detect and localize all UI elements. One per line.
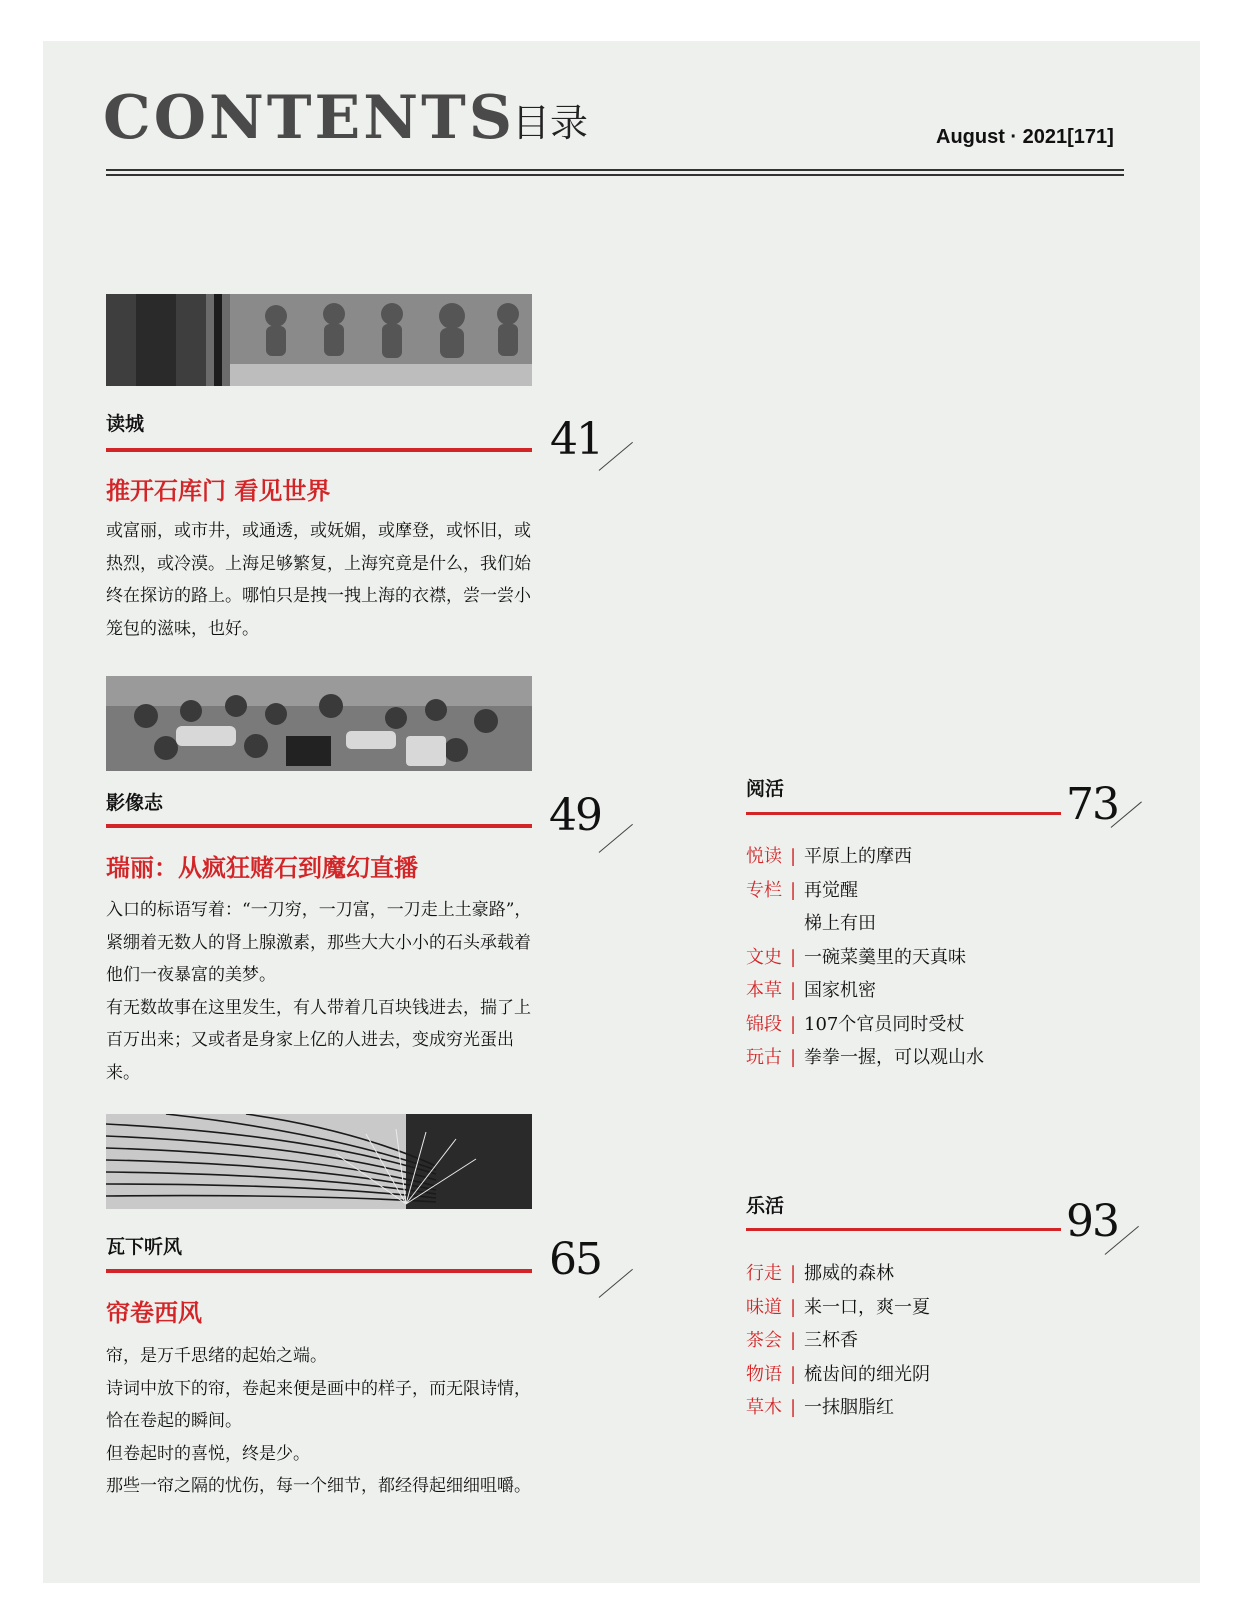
section-rule [106,448,532,452]
toc-item[interactable] [746,1257,1076,1291]
contents-heading: CONTENTS [103,83,516,153]
toc-title: 来一口，爽一夏 [804,1296,930,1318]
section-rule [746,1228,1061,1231]
header-rule-bottom [106,174,1124,176]
toc-category: 草木 [746,1397,782,1418]
toc-item[interactable] [746,1358,1076,1392]
feature-paragraph: 诗词中放下的帘，卷起来便是画中的样子，而无限诗情，恰在卷起的瞬间。 [106,1378,531,1431]
feature-title: 瑞丽：从疯狂赌石到魔幻直播 [106,854,418,882]
toc-item[interactable] [746,1391,1076,1425]
toc-title: 107个官员同时受杖 [804,1013,965,1035]
toc-item[interactable] [746,1324,1076,1358]
feature-paragraph: 入口的标语写着：“一刀穷，一刀富，一刀走上土豪路”，紧绷着无数人的肾上腺激素，那些大大小小的石头承载着他们一夜暴富的美梦。 [106,900,532,985]
toc-separator: | [789,846,797,867]
feature-body [106,1340,546,1503]
toc-separator: | [789,946,797,968]
page-number: 65 [549,1234,601,1285]
toc-title: 三杯香 [804,1330,858,1351]
toc-title: 一抹胭脂红 [804,1397,894,1418]
toc-category: 文史 [746,946,782,968]
toc-separator: | [789,1330,797,1351]
toc-category: 本草 [746,980,782,1001]
feature-paragraph: 那些一帘之隔的忧伤，每一个细节，都经得起细细咀嚼。 [106,1476,531,1496]
toc-separator: | [789,1363,797,1385]
jade-market-crowd-photo [106,676,532,771]
contents-subheading: 目录 [512,101,589,145]
toc-item[interactable] [746,1291,1076,1325]
section-rule [746,812,1061,815]
toc-item[interactable] [746,1041,1076,1075]
toc-category: 玩古 [746,1047,782,1068]
toc-category: 专栏 [746,879,782,901]
header-rule-top [106,169,1124,171]
toc-category: 物语 [746,1363,782,1385]
feature-paragraph: 帘，是万千思绪的起始之端。 [106,1346,327,1366]
section-label-ducheng: 读城 [106,413,145,435]
toc-title: 挪威的森林 [804,1263,894,1284]
toc-title: 梯上有田 [804,913,876,934]
feature-title: 推开石库门 看见世界 [106,477,331,505]
feature-paragraph: 但卷起时的喜悦，终是少。 [106,1443,310,1464]
toc-item[interactable] [746,974,1076,1008]
toc-list-yuehuo [746,840,1076,1075]
feature-body [106,894,546,1089]
toc-separator: | [789,980,797,1001]
page-number: 73 [1066,779,1118,830]
toc-separator: | [789,1263,797,1284]
toc-title: 梳齿间的细光阴 [804,1363,930,1385]
toc-title: 平原上的摩西 [804,846,912,867]
toc-title: 拳拳一握，可以观山水 [804,1047,984,1068]
toc-category: 锦段 [746,1013,782,1035]
toc-separator: | [789,1047,797,1068]
toc-item[interactable] [746,840,1076,874]
toc-separator: | [789,1296,797,1318]
issue-date: August · 2021[171] [936,126,1114,148]
toc-category: 悦读 [746,846,782,867]
page-number: 41 [550,414,602,465]
feature-body [106,515,546,645]
section-rule [106,824,532,828]
toc-list-lehuo [746,1257,1076,1425]
feature-title: 帘卷西风 [106,1299,202,1327]
toc-item[interactable] [746,941,1076,975]
section-label-yingxiangzhi: 影像志 [106,792,164,814]
bamboo-curtain-photo [106,1114,532,1209]
toc-title: 一碗菜羹里的天真味 [804,946,966,968]
page-number: 49 [549,790,601,841]
feature-paragraph: 或富丽，或市井，或通透，或妩媚，或摩登，或怀旧，或热烈，或冷漠。上海足够繁复，上海究竟是什么，我们始终在探访的路上。哪怕只是拽一拽上海的衣襟，尝一尝小笼包的滋味，也好。 [106,521,531,639]
section-label-waxiatingfeng: 瓦下听风 [106,1236,183,1258]
feature-paragraph: 有无数故事在这里发生，有人带着几百块钱进去，揣了上百万出来；又或者是身家上亿的人进去，变成穷光蛋出来。 [106,997,531,1083]
section-label-yuehuo: 阅活 [746,778,785,800]
toc-title: 国家机密 [804,980,876,1001]
toc-separator: | [789,879,797,901]
section-label-lehuo: 乐活 [746,1195,785,1217]
toc-title: 再觉醒 [804,879,858,901]
toc-item[interactable] [746,1008,1076,1042]
toc-category: 味道 [746,1296,782,1318]
toy-figures-window-photo [106,294,532,386]
section-rule [106,1269,532,1273]
toc-item[interactable] [746,874,1076,908]
toc-category: 行走 [746,1263,782,1284]
toc-item[interactable] [746,907,1076,941]
toc-category: 茶会 [746,1330,782,1351]
toc-separator: | [789,1397,797,1418]
toc-separator: | [789,1013,797,1035]
page-number: 93 [1066,1196,1118,1247]
